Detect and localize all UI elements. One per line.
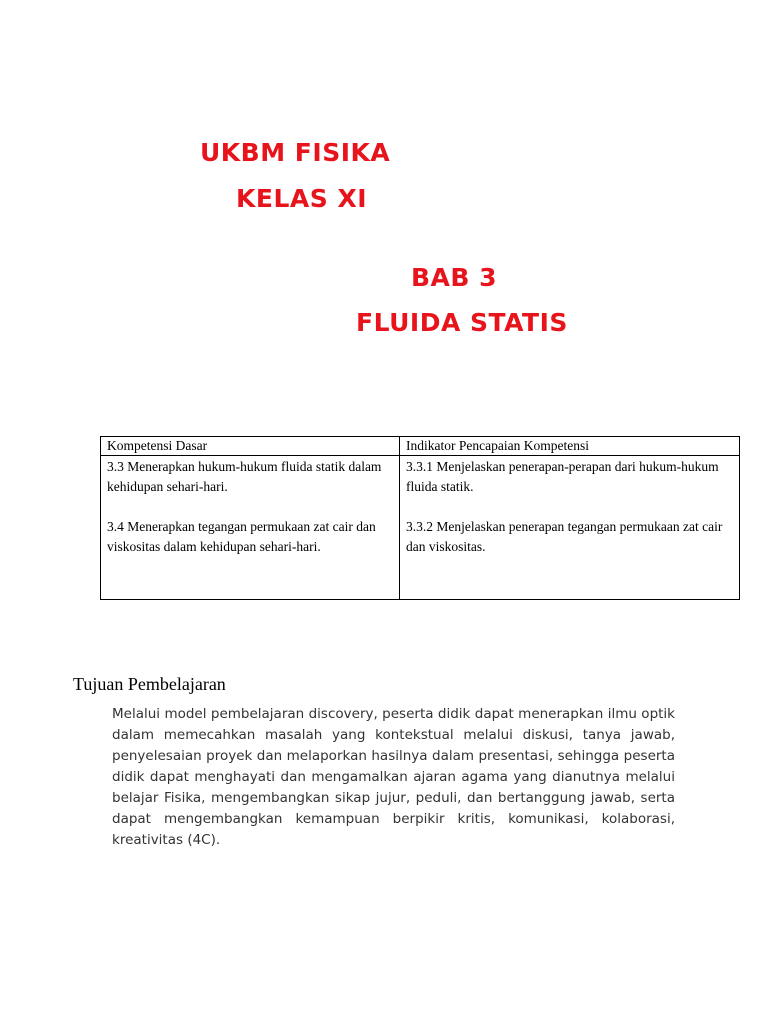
- indikator-item-3-3-2: 3.3.2 Menjelaskan penerapan tegangan permukaan zat cair dan viskositas.: [406, 519, 723, 554]
- kd-item-3-4: 3.4 Menerapkan tegangan permukaan zat cair dan viskositas dalam kehidupan sehari-hari.: [107, 519, 376, 554]
- kd-item-3-3: 3.3 Menerapkan hukum-hukum fluida statik dalam kehidupan sehari-hari.: [107, 459, 382, 494]
- header-indikator: Indikator Pencapaian Kompetensi: [400, 437, 740, 456]
- chapter-number: BAB 3: [411, 263, 498, 292]
- table-row: [101, 456, 740, 600]
- competency-table: [100, 436, 740, 600]
- chapter-title: FLUIDA STATIS: [356, 308, 568, 337]
- document-title: UKBM FISIKA: [200, 138, 391, 167]
- header-kompetensi-dasar: Kompetensi Dasar: [101, 437, 400, 456]
- table-header-row: [101, 437, 740, 456]
- class-level: KELAS XI: [236, 184, 368, 213]
- tujuan-body: Melalui model pembelajaran discovery, peserta didik dapat menerapkan ilmu optik dalam memecahkan masalah yang kontekstual melalui diskusi, tanya jawab, penyelesaian proyek dan melaporkan hasilnya dalam presentasi, sehingga peserta didik dapat menghayati dan mengamalkan ajaran agama yang dianutnya melalui belajar Fisika, mengembangkan sikap jujur, peduli, dan bertanggung jawab, serta dapat mengembangkan kemampuan berpikir kritis, komunikasi, kolaborasi, kreativitas (4C).: [112, 706, 675, 848]
- tujuan-heading: Tujuan Pembelajaran: [73, 674, 226, 694]
- indikator-item-3-3-1: 3.3.1 Menjelaskan penerapan-perapan dari hukum-hukum fluida statik.: [406, 459, 719, 494]
- kompetensi-dasar-cell: [101, 456, 400, 600]
- indikator-cell: [400, 456, 740, 600]
